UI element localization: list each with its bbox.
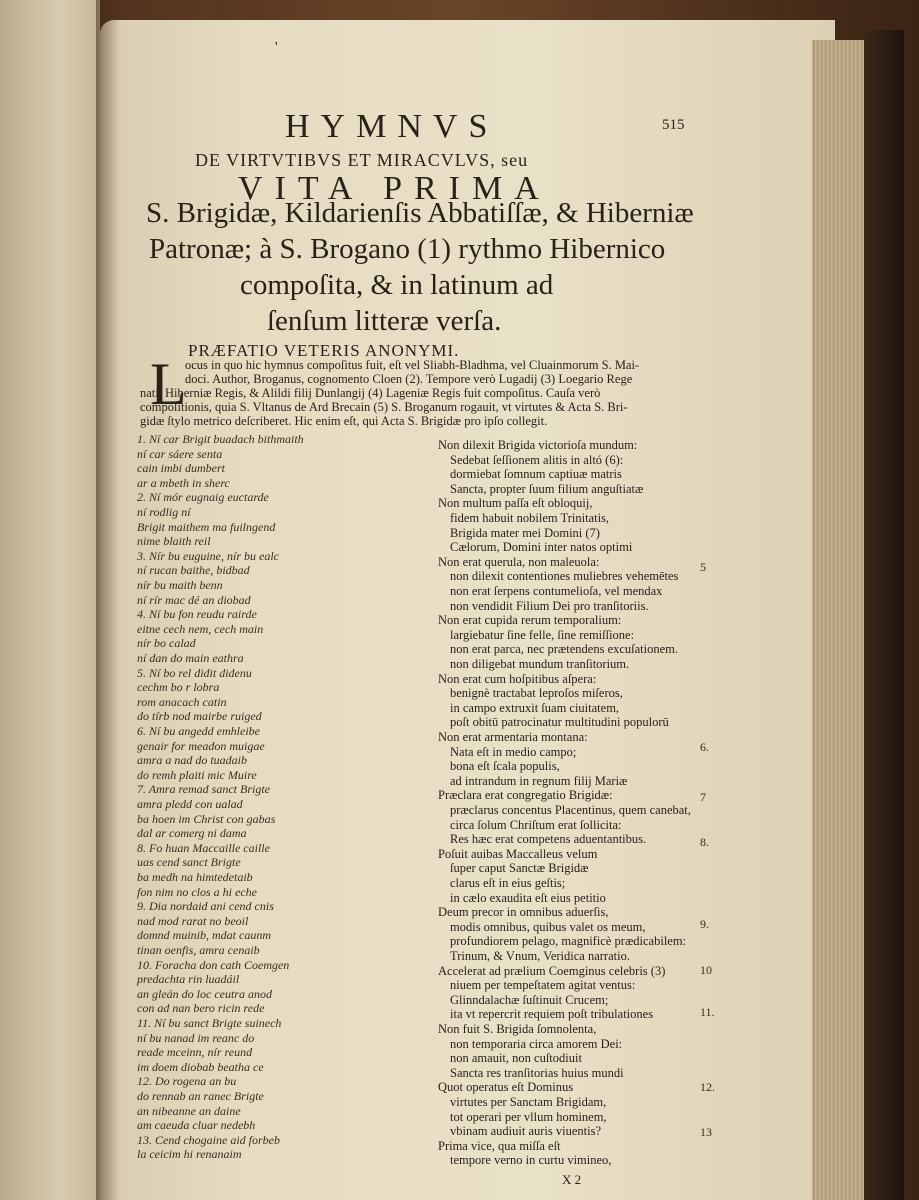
gaelic-verse-line: an nibeanne an daine: [137, 1103, 241, 1118]
gaelic-verse-line: tinan oenfis, amra cenaib: [137, 943, 260, 957]
gaelic-verse-line: 12. Do rogena an bu: [137, 1074, 237, 1089]
verse-number: 11.: [700, 1005, 715, 1019]
latin-verse-line: Cælorum, Domini inter natos optimi: [450, 540, 633, 555]
gaelic-verse-line: fon nim no clos a hi eche: [137, 884, 257, 899]
gaelic-verse-line: uas cend sanct Brigte: [137, 855, 241, 870]
latin-verse-line: ad intrandum in regnum filij Mariæ: [450, 773, 628, 788]
latin-verse-line: circa ſolum Chriſtum erat ſollicita:: [450, 817, 622, 832]
latin-verse-line: ſuper caput Sanctæ Brigidæ: [450, 861, 589, 876]
gaelic-verse-line: ní rír mac dé an diobad: [137, 592, 251, 607]
gaelic-verse-line: predachta rin luadáil: [137, 972, 240, 987]
page-number: 515: [662, 117, 685, 133]
gaelic-verse-line: nír bo calad: [137, 636, 196, 651]
gaelic-verse-line: genair for meadon muigae: [137, 738, 265, 753]
latin-verse-line: Non erat querula, non maleuola:: [438, 554, 600, 569]
gaelic-verse-line: cechm bo r lobra: [137, 680, 220, 695]
gaelic-verse-line: domnd muinib, mdat caunm: [137, 928, 271, 943]
verse-number: 10: [700, 963, 712, 977]
gaelic-verse-line: ní car sáere senta: [137, 446, 223, 461]
gaelic-verse-line: 4. Ní bu fon reudu rairde: [137, 607, 257, 622]
signature-mark: X 2: [562, 1172, 582, 1187]
latin-verse-line: non temporaria circa amorem Dei:: [450, 1036, 623, 1051]
gaelic-verse-line: Brigit maithem ma fuilngend: [137, 519, 276, 534]
latin-verse-line: in cælo exaudita eſt eius petitio: [450, 890, 606, 905]
verse-number: 8.: [700, 835, 709, 849]
preface-line: nati, Hiberniæ Regis, & Alildi filij Dunlangij (4) Lageniæ Regis fuit compoſitus. Cauſa verò: [140, 386, 601, 400]
gaelic-verse-line: ní bu nanad im reanc do: [137, 1030, 255, 1045]
verse-number: 5: [700, 560, 706, 574]
gaelic-verse-line: nad mod rarat no beoil: [137, 913, 249, 928]
page-edges: [812, 40, 864, 1200]
latin-verse-line: non erat ſerpens contumelioſa, vel mendax: [450, 584, 663, 598]
latin-verse-line: Glinndalachæ ſuſtinuit Crucem;: [450, 992, 609, 1007]
gaelic-verse-line: im doem diobab beatha ce: [137, 1059, 264, 1074]
gaelic-verse-line: 10. Foracha don cath Coemgen: [137, 957, 290, 972]
gaelic-verse-line: 8. Fo huan Maccaille caille: [137, 840, 270, 855]
left-page: [0, 0, 100, 1200]
gaelic-verse-line: dal ar comerg ni dama: [137, 826, 247, 841]
gaelic-verse-line: ar a mbeth in sherc: [137, 475, 230, 490]
latin-verse-line: profundiorem pelago, magnificè prædicabilem:: [450, 934, 687, 949]
latin-verse-line: Nata eſt in medio campo;: [450, 744, 577, 759]
latin-verse-line: tempore verno in curtu vimineo,: [450, 1153, 612, 1168]
sheet-mark: ': [275, 40, 278, 55]
gaelic-verse-line: nír bu maith benn: [137, 578, 223, 592]
latin-verse-line: fidem habuit nobilem Trinitatis,: [450, 511, 610, 525]
preface-line: ocus in quo hic hymnus compoſitus fuit, eſt vel Sliabh-Bladhma, vel Cluainmorum S. Mai-: [185, 358, 640, 372]
latin-verse-line: Brigida mater mei Domini (7): [450, 525, 600, 540]
gaelic-verse-line: do remh plaiti mic Muire: [137, 767, 257, 782]
gaelic-verse-line: 1. Ní car Brigit buadach bithmaith: [137, 432, 304, 446]
latin-verse-line: Deum precor in omnibus aduerſis,: [438, 905, 609, 920]
gaelic-verse-line: 11. Ní bu sanct Brigte suinech: [137, 1016, 282, 1030]
gaelic-verse-line: do tírb nod mairbe ruiged: [137, 709, 262, 724]
latin-verse-line: Non erat cupida rerum temporalium:: [438, 613, 622, 628]
gaelic-verse-line: ní rodlig ní: [137, 505, 191, 519]
title-line: Patronæ; à S. Brogano (1) rythmo Hibernico: [149, 233, 666, 265]
latin-verse-line: non erat parca, nec prætendens excuſationem.: [450, 642, 679, 657]
page-gutter-shadow: [96, 0, 120, 1200]
title-line: compoſita, & in latinum ad: [240, 269, 554, 301]
gaelic-verse-line: 13. Cend chogaine aid forbeb: [137, 1132, 280, 1147]
latin-verse-line: Non erat armentaria montana:: [438, 730, 588, 744]
gaelic-verse-line: nime blaith reil: [137, 534, 211, 549]
gaelic-verse-line: ba medh na himtedetaib: [137, 870, 253, 884]
latin-verse-line: Res hæc erat competens aduentantibus.: [450, 832, 647, 847]
title-line: ſenſum litteræ verſa.: [267, 305, 502, 337]
gaelic-verse-line: amra pledd con ualad: [137, 797, 243, 811]
gaelic-verse-line: 6. Ní bu angedd emhleibe: [137, 724, 260, 738]
latin-verse-line: Sedebat ſeſſionem alitis in altó (6):: [450, 452, 624, 467]
binding-edge: [864, 30, 904, 1200]
latin-verse-line: Non erat cum hoſpitibus aſpera:: [438, 671, 597, 686]
latin-verse-line: ita vt repercrit requiem poſt tribulationes: [450, 1007, 654, 1022]
latin-verse-line: vbinam audiuit auris viuentis?: [450, 1124, 602, 1139]
latin-verse-line: bona eſt ſcala populis,: [450, 759, 560, 774]
latin-verse-line: poſt obitū patrocinatur multitudini populorū: [450, 715, 669, 730]
latin-verse-line: non amauit, non cuſtodiuit: [450, 1051, 582, 1066]
gaelic-verse-line: ní rucan baithe, bidbad: [137, 563, 250, 578]
verse-number: 7: [700, 790, 706, 804]
vita-heading: VITA PRIMA: [238, 170, 551, 207]
latin-verse-line: Sancta, propter ſuum filium anguſtiatæ: [450, 481, 644, 496]
title-line: S. Brigidæ, Kildarienſis Abbatiſſæ, & Hiberniæ: [146, 197, 694, 229]
latin-verse-line: non dilexit contentiones muliebres vehemētes: [450, 569, 679, 584]
latin-verse-line: Non fuit S. Brigida ſomnolenta,: [438, 1022, 597, 1036]
hymn-title: HYMNVS: [285, 108, 499, 145]
latin-verse-line: præclarus concentus Placentinus, quem canebat,: [450, 803, 691, 817]
gaelic-verse-line: ní dan do main eathra: [137, 651, 244, 665]
latin-verse-line: benignè tractabat leproſos miſeros,: [450, 686, 623, 701]
latin-verse-line: Præclara erat congregatio Brigidæ:: [438, 788, 613, 803]
latin-verse-line: non vendidit Filium Dei pro tranſitoriis.: [450, 598, 649, 613]
gaelic-verse-line: cain imbi dumbert: [137, 461, 225, 476]
verse-number: 13: [700, 1125, 712, 1139]
gaelic-verse-line: la ceicim hi renanaim: [137, 1147, 242, 1162]
latin-verse-line: tot operari per vllum hominem,: [450, 1109, 607, 1124]
gaelic-verse-line: 9. Dia nordaid ani cend cnis: [137, 899, 274, 914]
gaelic-verse-line: rom anacach catin: [137, 694, 227, 709]
preface-line: compoſitionis, quia S. Vltanus de Ard Brecain (5) S. Broganum rogauit, vt virtutes & Acta S. Bri-: [140, 400, 628, 414]
latin-verse-line: modis omnibus, quibus valet os meum,: [450, 919, 646, 934]
latin-verse-line: Non multum paſſa eſt obloquij,: [438, 496, 593, 511]
latin-verse-line: Trinum, & Vnum, Veridica narratio.: [450, 949, 630, 963]
gaelic-verse-line: am caeuda cluar nedebh: [137, 1118, 256, 1133]
latin-verse-line: Quot operatus eſt Dominus: [438, 1080, 574, 1095]
gaelic-verse-line: eitne cech nem, cech main: [137, 621, 264, 636]
gaelic-verse-line: an gleán do loc ceutra anod: [137, 986, 272, 1001]
latin-verse-line: clarus eſt in eius geſtis;: [450, 876, 566, 890]
gaelic-verse-line: ba hoen im Christ con gabas: [137, 811, 276, 826]
latin-verse-line: Sancta res tranſitorias huius mundi: [450, 1065, 624, 1080]
latin-verse-line: in campo extruxit ſuam ciuitatem,: [450, 700, 620, 715]
latin-verse-line: Non dilexit Brigida victorioſa mundum:: [438, 438, 638, 452]
preface-heading: PRÆFATIO VETERIS ANONYMI.: [188, 341, 460, 360]
title-subtitle: DE VIRTVTIBVS ET MIRACVLVS, seu: [195, 150, 529, 170]
gaelic-verse-line: 3. Nír bu euguine, nír bu ealc: [137, 548, 279, 563]
gaelic-verse-line: reade mceinn, nír reund: [137, 1045, 253, 1060]
gaelic-verse-line: 5. Ní bo rel didit didenu: [137, 665, 252, 680]
verse-number: 9.: [700, 917, 709, 931]
latin-verse-line: virtutes per Sanctam Brigidam,: [450, 1095, 607, 1109]
latin-verse-line: non diligebat mundum tranſitorium.: [450, 657, 630, 671]
verse-number: 6.: [700, 740, 709, 754]
drop-cap-initial: L: [150, 351, 187, 417]
gaelic-verse-line: 7. Amra remad sanct Brigte: [137, 782, 270, 797]
gaelic-verse-line: 2. Ní mór eugnaig euctarde: [137, 490, 269, 505]
gaelic-verse-line: con ad nan bero ricin rede: [137, 1001, 265, 1016]
latin-verse-line: Poſuit auibas Maccalleus velum: [438, 846, 598, 861]
preface-line: gidæ ſtylo metrico deſcriberet. Hic enim eſt, qui Acta S. Brigidæ pro ipſo collegit.: [140, 414, 548, 428]
preface-line: doci. Author, Broganus, cognomento Cloen (2). Tempore verò Lugadij (3) Loegario Rege: [185, 372, 633, 386]
gaelic-verse-line: do rennab an ranec Brigte: [137, 1089, 264, 1103]
verse-number: 12.: [700, 1080, 715, 1094]
latin-verse-line: Accelerat ad prælium Coemginus celebris (3): [438, 963, 666, 978]
latin-verse-line: largiebatur ſine felle, ſine remiſſione:: [450, 627, 635, 642]
latin-verse-line: Prima vice, qua miſſa eſt: [438, 1138, 561, 1153]
gaelic-verse-line: amra a nad do tuadaib: [137, 753, 248, 768]
latin-verse-line: dormiebat ſomnum captiuæ matris: [450, 467, 622, 482]
latin-verse-line: niuem per tempeſtatem agitat ventus:: [450, 978, 636, 993]
